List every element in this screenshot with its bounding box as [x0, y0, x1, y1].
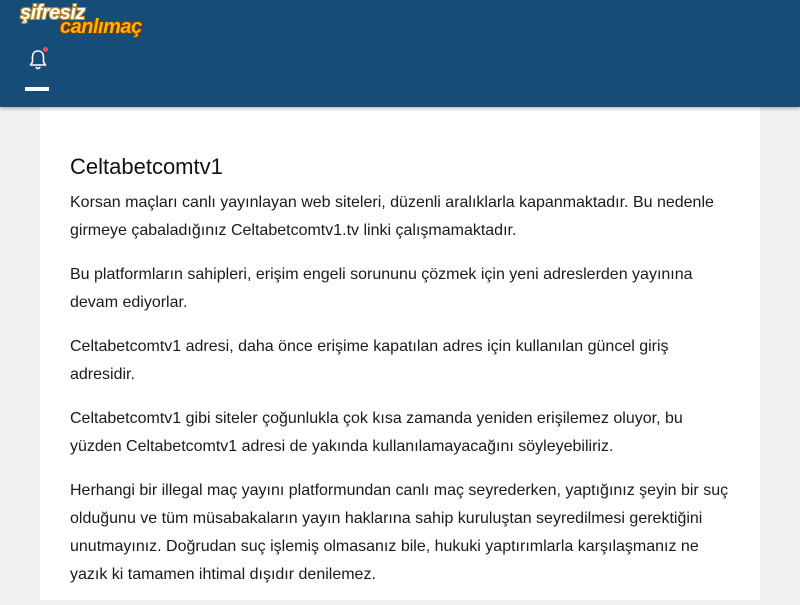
article-paragraph: Celtabetcomtv1 adresi, daha önce erişime kapatılan adres için kullanılan güncel giriş adresidir. — [70, 338, 669, 383]
article-paragraph: Bu platformların sahipleri, erişim engeli sorununu çözmek için yeni adreslerden yayınına devam ediyorlar. — [70, 266, 693, 311]
article-title: Celtabetcomtv1 — [70, 154, 223, 179]
article-paragraph: Celtabetcomtv1 gibi siteler çoğunlukla çok kısa zamanda yeniden erişilemez oluyor, bu yüzden Celtabetcomtv1 adresi de yakında kullanılamayacağını söyleyebiliriz. — [70, 410, 683, 455]
notification-dot — [43, 47, 48, 52]
bell-icon[interactable] — [28, 49, 48, 71]
article-paragraph: Herhangi bir illegal maç yayını platformundan canlı maç seyrederken, yaptığınız şeyin bir suç olduğunu ve tüm müsabakaların yayın haklarına sahip kuruluştan seyredilmesi gerektiğini unutmayınız. Doğrudan suç işlemiş olmasanız bile, hukuki yaptırımlarla karşılaşmanız ne yazık ki tamamen ihtimal dışıdır denilemez. — [70, 482, 729, 583]
site-header — [0, 0, 800, 107]
hamburger-icon[interactable] — [25, 87, 49, 91]
article-container — [40, 107, 760, 600]
article-body — [70, 189, 736, 605]
article-paragraph: Korsan maçları canlı yayınlayan web siteleri, düzenli aralıklarla kapanmaktadır. Bu nedenle girmeye çabaladığınız Celtabetcomtv1.tv linki çalışmamaktadır. — [70, 194, 714, 239]
logo-text-bottom: canlımaç — [60, 16, 142, 38]
site-logo[interactable] — [20, 2, 170, 40]
logo-text-top: şifresiz — [20, 2, 85, 24]
